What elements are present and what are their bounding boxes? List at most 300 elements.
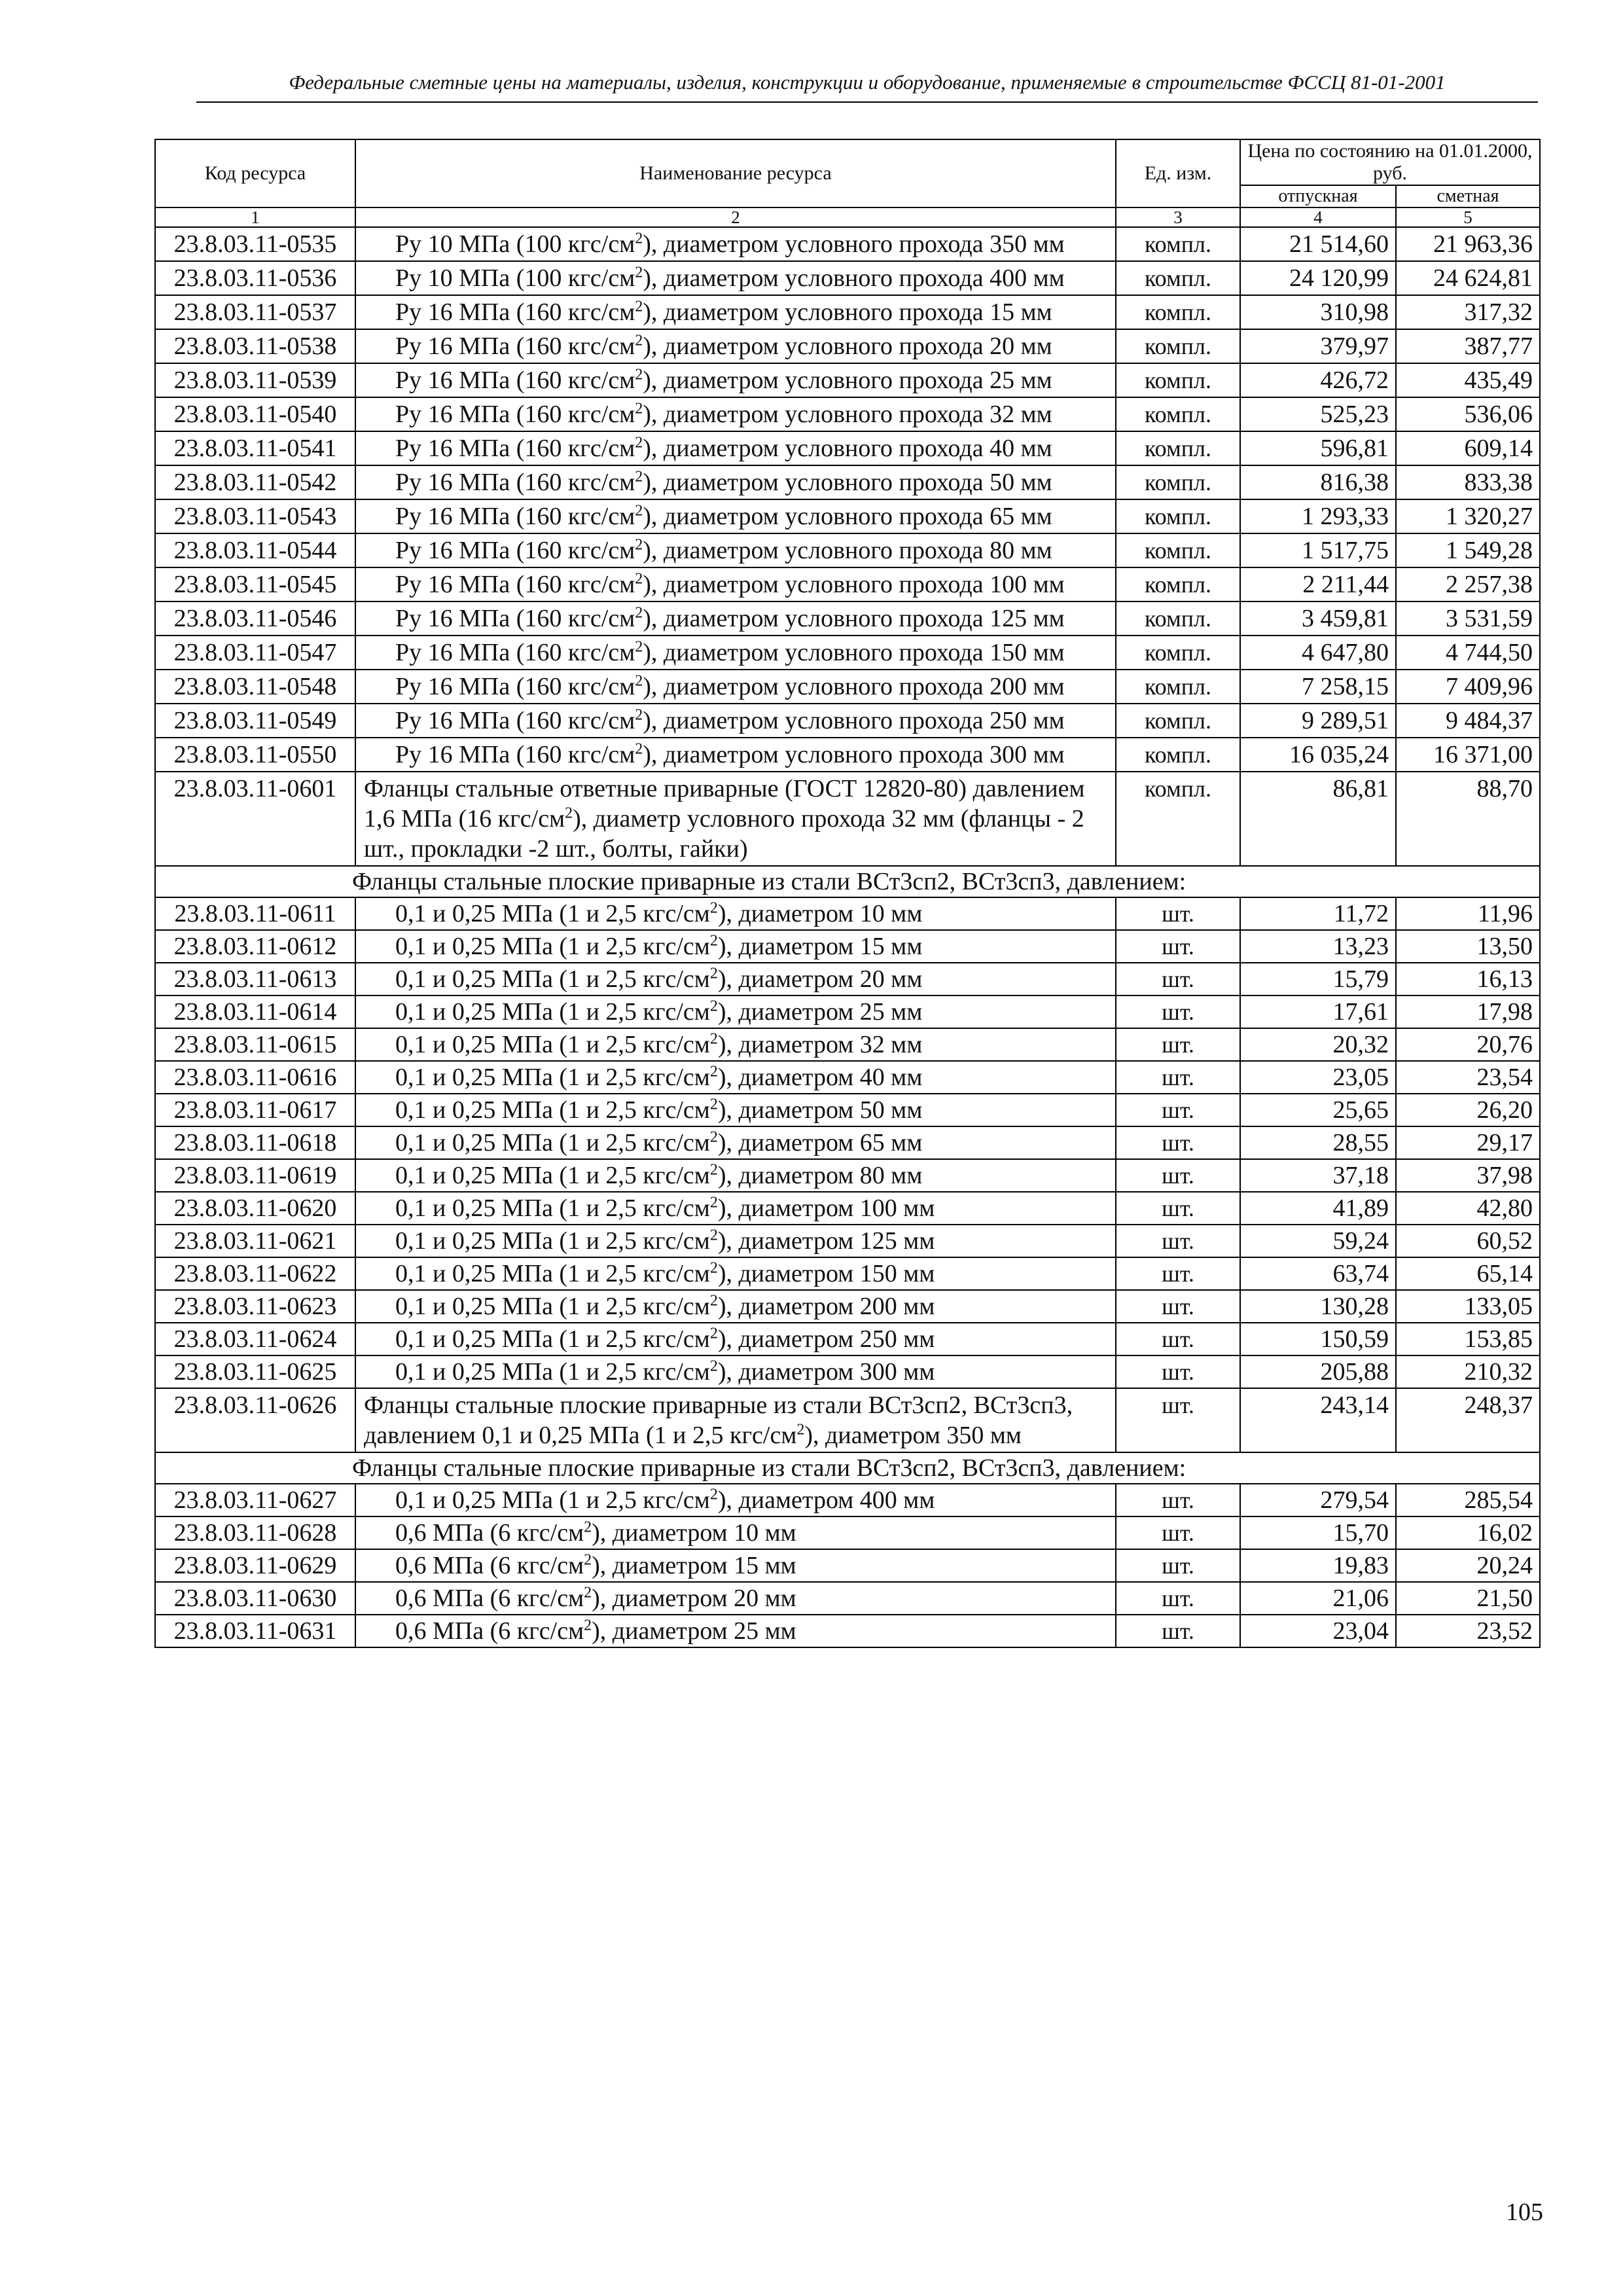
column-number: 1 xyxy=(155,207,355,227)
estimate-price: 4 744,50 xyxy=(1396,636,1540,670)
table-row xyxy=(155,1484,1540,1516)
resource-name xyxy=(355,704,1116,738)
resource-name xyxy=(355,897,1116,930)
resource-name-text: 0,1 и 0,25 МПа (1 и 2,5 кгс/см xyxy=(395,1129,710,1157)
superscript: 2 xyxy=(635,502,643,520)
superscript: 2 xyxy=(584,1617,592,1634)
resource-name xyxy=(355,1028,1116,1061)
unit: компл. xyxy=(1116,601,1240,636)
estimate-price: 435,49 xyxy=(1396,363,1540,397)
page-number: 105 xyxy=(1506,2198,1543,2226)
resource-name-text: 0,6 МПа (6 кгс/см xyxy=(395,1617,584,1645)
release-price: 4 647,80 xyxy=(1240,636,1396,670)
unit: шт. xyxy=(1116,1355,1240,1388)
table-row xyxy=(155,897,1540,930)
resource-code: 23.8.03.11-0631 xyxy=(155,1615,355,1647)
resource-name xyxy=(355,1484,1116,1516)
resource-name-text: ), диаметром условного прохода 150 мм xyxy=(643,639,1065,666)
superscript: 2 xyxy=(584,1551,592,1569)
table-row xyxy=(155,1126,1540,1159)
release-price: 21,06 xyxy=(1240,1582,1396,1615)
resource-name-text: Фланцы стальные плоские приварные из стали ВСт3сп2, ВСт3сп3, давлением 0,1 и 0,25 МПа (1 и 2,5 кгс/см xyxy=(364,1391,1073,1449)
table-row xyxy=(155,996,1540,1028)
column-header-price-group: Цена по состоянию на 01.01.2000, руб. xyxy=(1240,139,1540,185)
group-label-row xyxy=(155,1452,1540,1484)
resource-name xyxy=(355,636,1116,670)
column-header-unit: Ед. изм. xyxy=(1116,139,1240,207)
estimate-price: 1 549,28 xyxy=(1396,533,1540,567)
resource-name-text: Ру 10 МПа (100 кгс/см xyxy=(395,230,635,258)
resource-code: 23.8.03.11-0538 xyxy=(155,329,355,363)
group-label: Фланцы стальные плоские приварные из стали ВСт3сп2, ВСт3сп3, давлением: xyxy=(155,866,1540,897)
table-row xyxy=(155,397,1540,431)
table-row xyxy=(155,1323,1540,1355)
header-row xyxy=(155,139,1540,185)
resource-code: 23.8.03.11-0628 xyxy=(155,1516,355,1549)
resource-code: 23.8.03.11-0630 xyxy=(155,1582,355,1615)
superscript: 2 xyxy=(584,1518,592,1536)
estimate-price: 29,17 xyxy=(1396,1126,1540,1159)
resource-name-text: ), диаметром условного прохода 25 мм xyxy=(643,367,1052,394)
resource-code: 23.8.03.11-0550 xyxy=(155,738,355,772)
resource-code: 23.8.03.11-0623 xyxy=(155,1290,355,1323)
release-price: 310,98 xyxy=(1240,295,1396,329)
resource-name xyxy=(355,533,1116,567)
resource-name xyxy=(355,1159,1116,1192)
table-row xyxy=(155,1225,1540,1257)
superscript: 2 xyxy=(635,536,643,554)
superscript: 2 xyxy=(635,604,643,622)
superscript: 2 xyxy=(635,468,643,486)
unit: компл. xyxy=(1116,397,1240,431)
resource-code: 23.8.03.11-0622 xyxy=(155,1257,355,1290)
superscript: 2 xyxy=(709,1292,718,1310)
estimate-price: 24 624,81 xyxy=(1396,261,1540,295)
resource-name xyxy=(355,1257,1116,1290)
estimate-price: 65,14 xyxy=(1396,1257,1540,1290)
resource-name xyxy=(355,670,1116,704)
release-price: 7 258,15 xyxy=(1240,670,1396,704)
superscript: 2 xyxy=(709,1063,718,1081)
table-row xyxy=(155,295,1540,329)
unit: шт. xyxy=(1116,1615,1240,1647)
estimate-price: 11,96 xyxy=(1396,897,1540,930)
resource-name-text: ), диаметром 250 мм xyxy=(717,1325,935,1353)
resource-name-text: ), диаметром условного прохода 100 мм xyxy=(643,571,1065,598)
superscript: 2 xyxy=(709,1128,718,1146)
resource-code: 23.8.03.11-0618 xyxy=(155,1126,355,1159)
resource-name-text: ), диаметром 10 мм xyxy=(717,900,923,927)
resource-code: 23.8.03.11-0624 xyxy=(155,1323,355,1355)
estimate-price: 16,02 xyxy=(1396,1516,1540,1549)
release-price: 86,81 xyxy=(1240,772,1396,866)
resource-name xyxy=(355,996,1116,1028)
table-row xyxy=(155,772,1540,866)
unit: шт. xyxy=(1116,930,1240,963)
table-row xyxy=(155,1159,1540,1192)
resource-name-text: ), диаметром 350 мм xyxy=(804,1422,1022,1449)
resource-name-text: ), диаметром 125 мм xyxy=(717,1227,935,1255)
resource-code: 23.8.03.11-0537 xyxy=(155,295,355,329)
release-price: 3 459,81 xyxy=(1240,601,1396,636)
resource-code: 23.8.03.11-0626 xyxy=(155,1388,355,1452)
resource-name-text: ), диаметром 15 мм xyxy=(717,933,923,960)
superscript: 2 xyxy=(709,1259,718,1277)
table-row xyxy=(155,1615,1540,1647)
resource-name-text: ), диаметром 40 мм xyxy=(717,1064,923,1091)
resource-name-text: ), диаметром 200 мм xyxy=(717,1293,935,1320)
unit: шт. xyxy=(1116,1516,1240,1549)
resource-name-text: 0,1 и 0,25 МПа (1 и 2,5 кгс/см xyxy=(395,965,710,993)
superscript: 2 xyxy=(635,264,643,281)
column-number: 3 xyxy=(1116,207,1240,227)
resource-code: 23.8.03.11-0542 xyxy=(155,465,355,499)
release-price: 130,28 xyxy=(1240,1290,1396,1323)
release-price: 596,81 xyxy=(1240,431,1396,465)
resource-name-text: ), диаметром условного прохода 400 мм xyxy=(643,264,1065,292)
release-price: 9 289,51 xyxy=(1240,704,1396,738)
release-price: 23,05 xyxy=(1240,1061,1396,1094)
table-row xyxy=(155,465,1540,499)
superscript: 2 xyxy=(635,740,643,758)
resource-name-text: 0,1 и 0,25 МПа (1 и 2,5 кгс/см xyxy=(395,933,710,960)
column-header-name: Наименование ресурса xyxy=(355,139,1116,207)
resource-code: 23.8.03.11-0611 xyxy=(155,897,355,930)
estimate-price: 23,52 xyxy=(1396,1615,1540,1647)
table-row xyxy=(155,601,1540,636)
resource-name-text: 0,6 МПа (6 кгс/см xyxy=(395,1519,584,1547)
table-row xyxy=(155,1388,1540,1452)
estimate-price: 37,98 xyxy=(1396,1159,1540,1192)
superscript: 2 xyxy=(635,706,643,724)
resource-name xyxy=(355,465,1116,499)
resource-name-text: Ру 16 МПа (160 кгс/см xyxy=(395,435,635,462)
estimate-price: 21,50 xyxy=(1396,1582,1540,1615)
resource-code: 23.8.03.11-0547 xyxy=(155,636,355,670)
release-price: 28,55 xyxy=(1240,1126,1396,1159)
resource-name-text: ), диаметром условного прохода 50 мм xyxy=(643,469,1052,496)
estimate-price: 609,14 xyxy=(1396,431,1540,465)
release-price: 23,04 xyxy=(1240,1615,1396,1647)
resource-name xyxy=(355,963,1116,996)
table-row xyxy=(155,1028,1540,1061)
resource-code: 23.8.03.11-0545 xyxy=(155,567,355,601)
estimate-price: 9 484,37 xyxy=(1396,704,1540,738)
superscript: 2 xyxy=(709,1227,718,1244)
release-price: 17,61 xyxy=(1240,996,1396,1028)
resource-name-text: Ру 16 МПа (160 кгс/см xyxy=(395,332,635,360)
resource-name xyxy=(355,1192,1116,1225)
resource-name-text: 0,1 и 0,25 МПа (1 и 2,5 кгс/см xyxy=(395,1260,710,1287)
estimate-price: 833,38 xyxy=(1396,465,1540,499)
release-price: 13,23 xyxy=(1240,930,1396,963)
resource-name xyxy=(355,1388,1116,1452)
release-price: 426,72 xyxy=(1240,363,1396,397)
resource-name xyxy=(355,1615,1116,1647)
unit: компл. xyxy=(1116,363,1240,397)
resource-name xyxy=(355,261,1116,295)
table-row xyxy=(155,1290,1540,1323)
unit: шт. xyxy=(1116,1290,1240,1323)
table-row xyxy=(155,636,1540,670)
unit: компл. xyxy=(1116,738,1240,772)
resource-name xyxy=(355,1126,1116,1159)
resource-name-text: ), диаметром условного прохода 20 мм xyxy=(643,332,1052,360)
table-row xyxy=(155,363,1540,397)
resource-name-text: Ру 16 МПа (160 кгс/см xyxy=(395,605,635,632)
resource-name-text: 0,1 и 0,25 МПа (1 и 2,5 кгс/см xyxy=(395,998,710,1026)
header-rule xyxy=(196,101,1538,103)
superscript: 2 xyxy=(635,366,643,384)
table-row xyxy=(155,499,1540,533)
estimate-price: 26,20 xyxy=(1396,1094,1540,1126)
superscript: 2 xyxy=(709,932,718,950)
superscript: 2 xyxy=(635,672,643,690)
release-price: 41,89 xyxy=(1240,1192,1396,1225)
unit: компл. xyxy=(1116,329,1240,363)
release-price: 21 514,60 xyxy=(1240,227,1396,261)
resource-name-text: ), диаметром 25 мм xyxy=(592,1617,796,1645)
resource-name xyxy=(355,772,1116,866)
resource-code: 23.8.03.11-0541 xyxy=(155,431,355,465)
resource-name xyxy=(355,738,1116,772)
estimate-price: 20,24 xyxy=(1396,1549,1540,1582)
table-row xyxy=(155,930,1540,963)
resource-name xyxy=(355,1355,1116,1388)
resource-name-text: Ру 16 МПа (160 кгс/см xyxy=(395,639,635,666)
unit: шт. xyxy=(1116,1094,1240,1126)
release-price: 20,32 xyxy=(1240,1028,1396,1061)
release-price: 1 293,33 xyxy=(1240,499,1396,533)
superscript: 2 xyxy=(709,899,718,917)
unit: шт. xyxy=(1116,1028,1240,1061)
resource-name-text: ), диаметром 20 мм xyxy=(592,1585,796,1612)
resource-code: 23.8.03.11-0544 xyxy=(155,533,355,567)
resource-name xyxy=(355,1516,1116,1549)
estimate-price: 23,54 xyxy=(1396,1061,1540,1094)
unit: компл. xyxy=(1116,499,1240,533)
resource-name-text: Ру 16 МПа (160 кгс/см xyxy=(395,298,635,326)
estimate-price: 3 531,59 xyxy=(1396,601,1540,636)
resource-name xyxy=(355,1549,1116,1582)
unit: шт. xyxy=(1116,1192,1240,1225)
resource-name-text: ), диаметром 100 мм xyxy=(717,1194,935,1222)
resource-code: 23.8.03.11-0612 xyxy=(155,930,355,963)
resource-name-text: 0,6 МПа (6 кгс/см xyxy=(395,1552,584,1579)
resource-name xyxy=(355,1582,1116,1615)
table-row xyxy=(155,1516,1540,1549)
resource-name-text: ), диаметром 15 мм xyxy=(592,1552,796,1579)
resource-code: 23.8.03.11-0614 xyxy=(155,996,355,1028)
resource-name-text: 0,1 и 0,25 МПа (1 и 2,5 кгс/см xyxy=(395,1293,710,1320)
superscript: 2 xyxy=(709,1486,718,1503)
unit: компл. xyxy=(1116,465,1240,499)
column-numbers-row xyxy=(155,207,1540,227)
estimate-price: 16 371,00 xyxy=(1396,738,1540,772)
superscript: 2 xyxy=(709,1357,718,1375)
superscript: 2 xyxy=(709,1161,718,1179)
resource-name-text: ), диаметром 80 мм xyxy=(717,1162,923,1189)
group-label-row xyxy=(155,866,1540,897)
resource-name xyxy=(355,431,1116,465)
resource-name xyxy=(355,930,1116,963)
resource-name-text: ), диаметром 10 мм xyxy=(592,1519,796,1547)
unit: шт. xyxy=(1116,1257,1240,1290)
resource-name xyxy=(355,1225,1116,1257)
resource-name-text: 0,1 и 0,25 МПа (1 и 2,5 кгс/см xyxy=(395,1486,710,1514)
resource-name-text: ), диаметром 150 мм xyxy=(717,1260,935,1287)
column-header-estimate: сметная xyxy=(1396,185,1540,207)
resource-code: 23.8.03.11-0629 xyxy=(155,1549,355,1582)
resource-name-text: Ру 16 МПа (160 кгс/см xyxy=(395,741,635,768)
resource-name-text: ), диаметром условного прохода 15 мм xyxy=(643,298,1052,326)
resource-name xyxy=(355,601,1116,636)
resource-name xyxy=(355,567,1116,601)
resource-name-text: Ру 16 МПа (160 кгс/см xyxy=(395,673,635,700)
resource-name-text: ), диаметром 300 мм xyxy=(717,1358,935,1386)
column-number: 4 xyxy=(1240,207,1396,227)
resource-name-text: ), диаметром 50 мм xyxy=(717,1096,923,1124)
resource-name-text: ), диаметром 400 мм xyxy=(717,1486,935,1514)
table-row xyxy=(155,1549,1540,1582)
superscript: 2 xyxy=(709,1325,718,1342)
release-price: 379,97 xyxy=(1240,329,1396,363)
estimate-price: 21 963,36 xyxy=(1396,227,1540,261)
table-row xyxy=(155,533,1540,567)
table-row xyxy=(155,329,1540,363)
resource-name-text: ), диаметром 32 мм xyxy=(717,1031,923,1058)
resource-name xyxy=(355,363,1116,397)
unit: шт. xyxy=(1116,1582,1240,1615)
resource-code: 23.8.03.11-0539 xyxy=(155,363,355,397)
superscript: 2 xyxy=(635,400,643,418)
estimate-price: 210,32 xyxy=(1396,1355,1540,1388)
estimate-price: 285,54 xyxy=(1396,1484,1540,1516)
release-price: 243,14 xyxy=(1240,1388,1396,1452)
resource-name-text: Ру 16 МПа (160 кгс/см xyxy=(395,503,635,530)
superscript: 2 xyxy=(709,1194,718,1211)
estimate-price: 42,80 xyxy=(1396,1192,1540,1225)
unit: шт. xyxy=(1116,1388,1240,1452)
unit: шт. xyxy=(1116,1061,1240,1094)
table-row xyxy=(155,963,1540,996)
table-row xyxy=(155,431,1540,465)
resource-name-text: ), диаметром условного прохода 300 мм xyxy=(643,741,1065,768)
resource-name xyxy=(355,1323,1116,1355)
estimate-price: 248,37 xyxy=(1396,1388,1540,1452)
estimate-price: 7 409,96 xyxy=(1396,670,1540,704)
resource-code: 23.8.03.11-0536 xyxy=(155,261,355,295)
estimate-price: 2 257,38 xyxy=(1396,567,1540,601)
superscript: 2 xyxy=(635,570,643,588)
estimate-price: 317,32 xyxy=(1396,295,1540,329)
superscript: 2 xyxy=(635,298,643,315)
unit: компл. xyxy=(1116,704,1240,738)
unit: шт. xyxy=(1116,996,1240,1028)
release-price: 59,24 xyxy=(1240,1225,1396,1257)
resource-code: 23.8.03.11-0546 xyxy=(155,601,355,636)
resource-code: 23.8.03.11-0619 xyxy=(155,1159,355,1192)
resource-name-text: 0,1 и 0,25 МПа (1 и 2,5 кгс/см xyxy=(395,1162,710,1189)
release-price: 11,72 xyxy=(1240,897,1396,930)
resource-code: 23.8.03.11-0548 xyxy=(155,670,355,704)
unit: шт. xyxy=(1116,1484,1240,1516)
resource-name-text: ), диаметром условного прохода 32 мм xyxy=(643,401,1052,428)
unit: компл. xyxy=(1116,567,1240,601)
price-table xyxy=(154,139,1541,1648)
unit: шт. xyxy=(1116,1549,1240,1582)
table-row xyxy=(155,738,1540,772)
release-price: 1 517,75 xyxy=(1240,533,1396,567)
resource-name-text: 0,1 и 0,25 МПа (1 и 2,5 кгс/см xyxy=(395,900,710,927)
release-price: 279,54 xyxy=(1240,1484,1396,1516)
resource-code: 23.8.03.11-0549 xyxy=(155,704,355,738)
release-price: 37,18 xyxy=(1240,1159,1396,1192)
resource-name xyxy=(355,1094,1116,1126)
resource-code: 23.8.03.11-0617 xyxy=(155,1094,355,1126)
table-row xyxy=(155,567,1540,601)
superscript: 2 xyxy=(635,230,643,247)
table-row xyxy=(155,1355,1540,1388)
estimate-price: 387,77 xyxy=(1396,329,1540,363)
estimate-price: 133,05 xyxy=(1396,1290,1540,1323)
superscript: 2 xyxy=(635,332,643,350)
column-header-code: Код ресурса xyxy=(155,139,355,207)
release-price: 525,23 xyxy=(1240,397,1396,431)
resource-name xyxy=(355,1061,1116,1094)
table-row xyxy=(155,1582,1540,1615)
resource-code: 23.8.03.11-0543 xyxy=(155,499,355,533)
resource-name-text: ), диаметром 25 мм xyxy=(717,998,923,1026)
unit: компл. xyxy=(1116,227,1240,261)
release-price: 16 035,24 xyxy=(1240,738,1396,772)
estimate-price: 88,70 xyxy=(1396,772,1540,866)
table-row xyxy=(155,261,1540,295)
resource-name xyxy=(355,295,1116,329)
resource-code: 23.8.03.11-0627 xyxy=(155,1484,355,1516)
resource-name-text: ), диаметром условного прохода 350 мм xyxy=(643,230,1065,258)
superscript: 2 xyxy=(565,804,573,822)
release-price: 25,65 xyxy=(1240,1094,1396,1126)
estimate-price: 17,98 xyxy=(1396,996,1540,1028)
superscript: 2 xyxy=(709,1030,718,1048)
resource-name-text: 0,1 и 0,25 МПа (1 и 2,5 кгс/см xyxy=(395,1325,710,1353)
estimate-price: 60,52 xyxy=(1396,1225,1540,1257)
resource-name xyxy=(355,1290,1116,1323)
resource-name-text: Ру 16 МПа (160 кгс/см xyxy=(395,469,635,496)
estimate-price: 153,85 xyxy=(1396,1323,1540,1355)
table-row xyxy=(155,1192,1540,1225)
unit: шт. xyxy=(1116,897,1240,930)
column-number: 5 xyxy=(1396,207,1540,227)
release-price: 150,59 xyxy=(1240,1323,1396,1355)
unit: компл. xyxy=(1116,533,1240,567)
unit: шт. xyxy=(1116,1126,1240,1159)
unit: компл. xyxy=(1116,295,1240,329)
column-header-release: отпускная xyxy=(1240,185,1396,207)
resource-name-text: ), диаметром условного прохода 65 мм xyxy=(643,503,1052,530)
unit: шт. xyxy=(1116,1159,1240,1192)
resource-name xyxy=(355,227,1116,261)
resource-code: 23.8.03.11-0625 xyxy=(155,1355,355,1388)
resource-name-text: ), диаметром 20 мм xyxy=(717,965,923,993)
unit: компл. xyxy=(1116,431,1240,465)
resource-code: 23.8.03.11-0620 xyxy=(155,1192,355,1225)
release-price: 24 120,99 xyxy=(1240,261,1396,295)
unit: шт. xyxy=(1116,963,1240,996)
estimate-price: 1 320,27 xyxy=(1396,499,1540,533)
resource-name-text: Ру 10 МПа (100 кгс/см xyxy=(395,264,635,292)
